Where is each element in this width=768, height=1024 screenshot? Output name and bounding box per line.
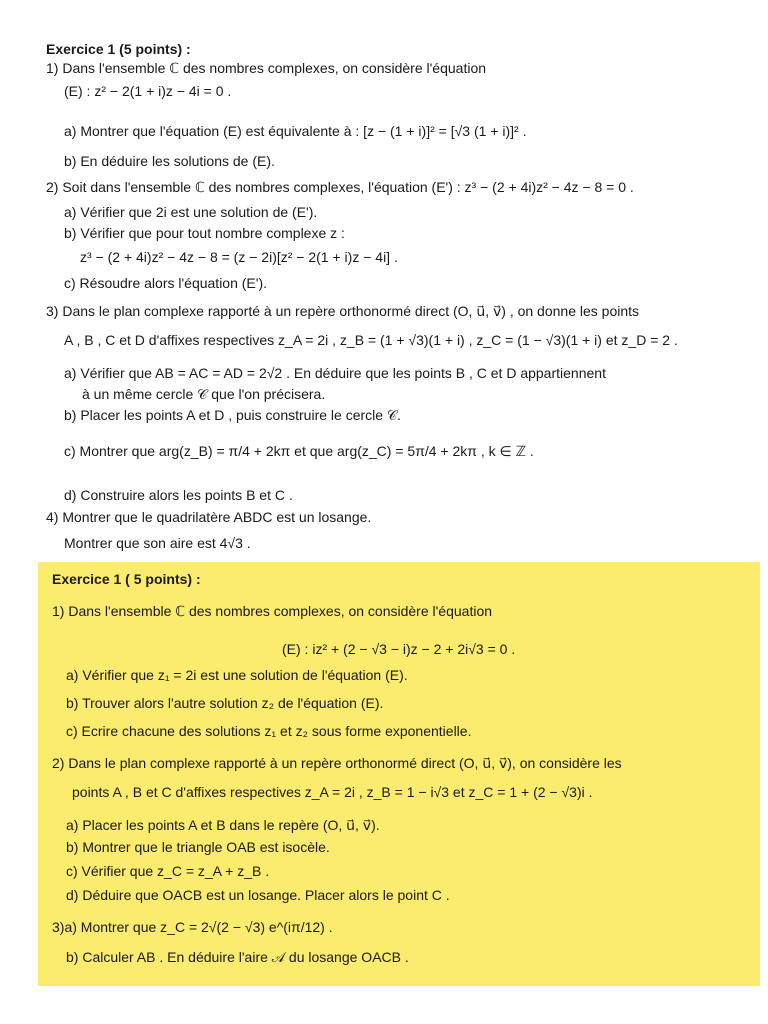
- ex2-line-1: 1) Dans l'ensemble ℂ des nombres complexes, on considère l'équation: [52, 603, 493, 619]
- ex2-line-12: 3)a) Montrer que z_C = 2√(2 − √3) e^(iπ/12) .: [52, 919, 333, 935]
- ex1-line-14: b) Placer les points A et D , puis construire le cercle 𝒞.: [64, 407, 402, 423]
- ex2-line-5: c) Ecrire chacune des solutions z₁ et z₂ sous forme exponentielle.: [66, 723, 472, 739]
- ex2-line-7: points A , B et C d'affixes respectives z_A = 2i , z_B = 1 − i√3 et z_C = 1 + (2 − √3)i .: [72, 784, 593, 800]
- ex1-line-7: b) Vérifier que pour tout nombre complexe z :: [64, 225, 345, 241]
- ex2-line-9: b) Montrer que le triangle OAB est isocèle.: [66, 839, 330, 855]
- ex2-line-10: c) Vérifier que z_C = z_A + z_B .: [66, 863, 270, 879]
- ex2-line-4: b) Trouver alors l'autre solution z₂ de l'équation (E).: [66, 695, 384, 711]
- ex1-line-15: c) Montrer que arg(z_B) = π/4 + 2kπ et que arg(z_C) = 5π/4 + 2kπ , k ∈ ℤ .: [64, 443, 534, 459]
- exercise-1-title: Exercice 1 (5 points) :: [46, 41, 191, 57]
- ex2-line-11: d) Déduire que OACB est un losange. Placer alors le point C .: [66, 887, 450, 903]
- ex1-line-2: (E) : z² − 2(1 + i)z − 4i = 0 .: [64, 83, 232, 99]
- ex1-line-16: d) Construire alors les points B et C .: [64, 487, 293, 503]
- ex1-line-6: a) Vérifier que 2i est une solution de (E').: [64, 204, 318, 220]
- ex2-line-8: a) Placer les points A et B dans le repère (O, u⃗, v⃗).: [66, 817, 380, 833]
- ex2-line-6: 2) Dans le plan complexe rapporté à un repère orthonormé direct (O, u⃗, v⃗), on considère les: [52, 755, 622, 771]
- exercise-2-title: Exercice 1 ( 5 points) :: [52, 571, 201, 587]
- ex2-line-2: (E) : iz² + (2 − √3 − i)z − 2 + 2i√3 = 0 .: [282, 641, 516, 657]
- ex1-line-13: à un même cercle 𝒞 que l'on précisera.: [82, 386, 326, 402]
- ex1-line-11: A , B , C et D d'affixes respectives z_A = 2i , z_B = (1 + √3)(1 + i) , z_C = (1 − √3)(1 + i) et z_D = 2 .: [64, 332, 678, 348]
- ex1-line-3: a) Montrer que l'équation (E) est équivalente à : [z − (1 + i)]² = [√3 (1 + i)]² .: [64, 123, 527, 139]
- ex1-line-1: 1) Dans l'ensemble ℂ des nombres complexes, on considère l'équation: [46, 60, 487, 76]
- ex2-line-3: a) Vérifier que z₁ = 2i est une solution de l'équation (E).: [66, 667, 408, 683]
- ex2-line-13: b) Calculer AB . En déduire l'aire 𝒜 du losange OACB .: [66, 949, 409, 965]
- ex1-line-18: Montrer que son aire est 4√3 .: [64, 535, 251, 551]
- ex1-line-4: b) En déduire les solutions de (E).: [64, 153, 275, 169]
- ex1-line-5: 2) Soit dans l'ensemble ℂ des nombres complexes, l'équation (E') : z³ − (2 + 4i)z² − 4z − 8 = 0 .: [46, 179, 634, 195]
- ex1-line-10: 3) Dans le plan complexe rapporté à un repère orthonormé direct (O, u⃗, v⃗) , on donne les points: [46, 303, 640, 319]
- ex1-line-8: z³ − (2 + 4i)z² − 4z − 8 = (z − 2i)[z² − 2(1 + i)z − 4i] .: [80, 249, 398, 265]
- ex1-line-9: c) Résoudre alors l'équation (E').: [64, 275, 267, 291]
- ex1-line-12: a) Vérifier que AB = AC = AD = 2√2 . En déduire que les points B , C et D appartiennent: [64, 365, 606, 381]
- ex1-line-17: 4) Montrer que le quadrilatère ABDC est un losange.: [46, 509, 372, 525]
